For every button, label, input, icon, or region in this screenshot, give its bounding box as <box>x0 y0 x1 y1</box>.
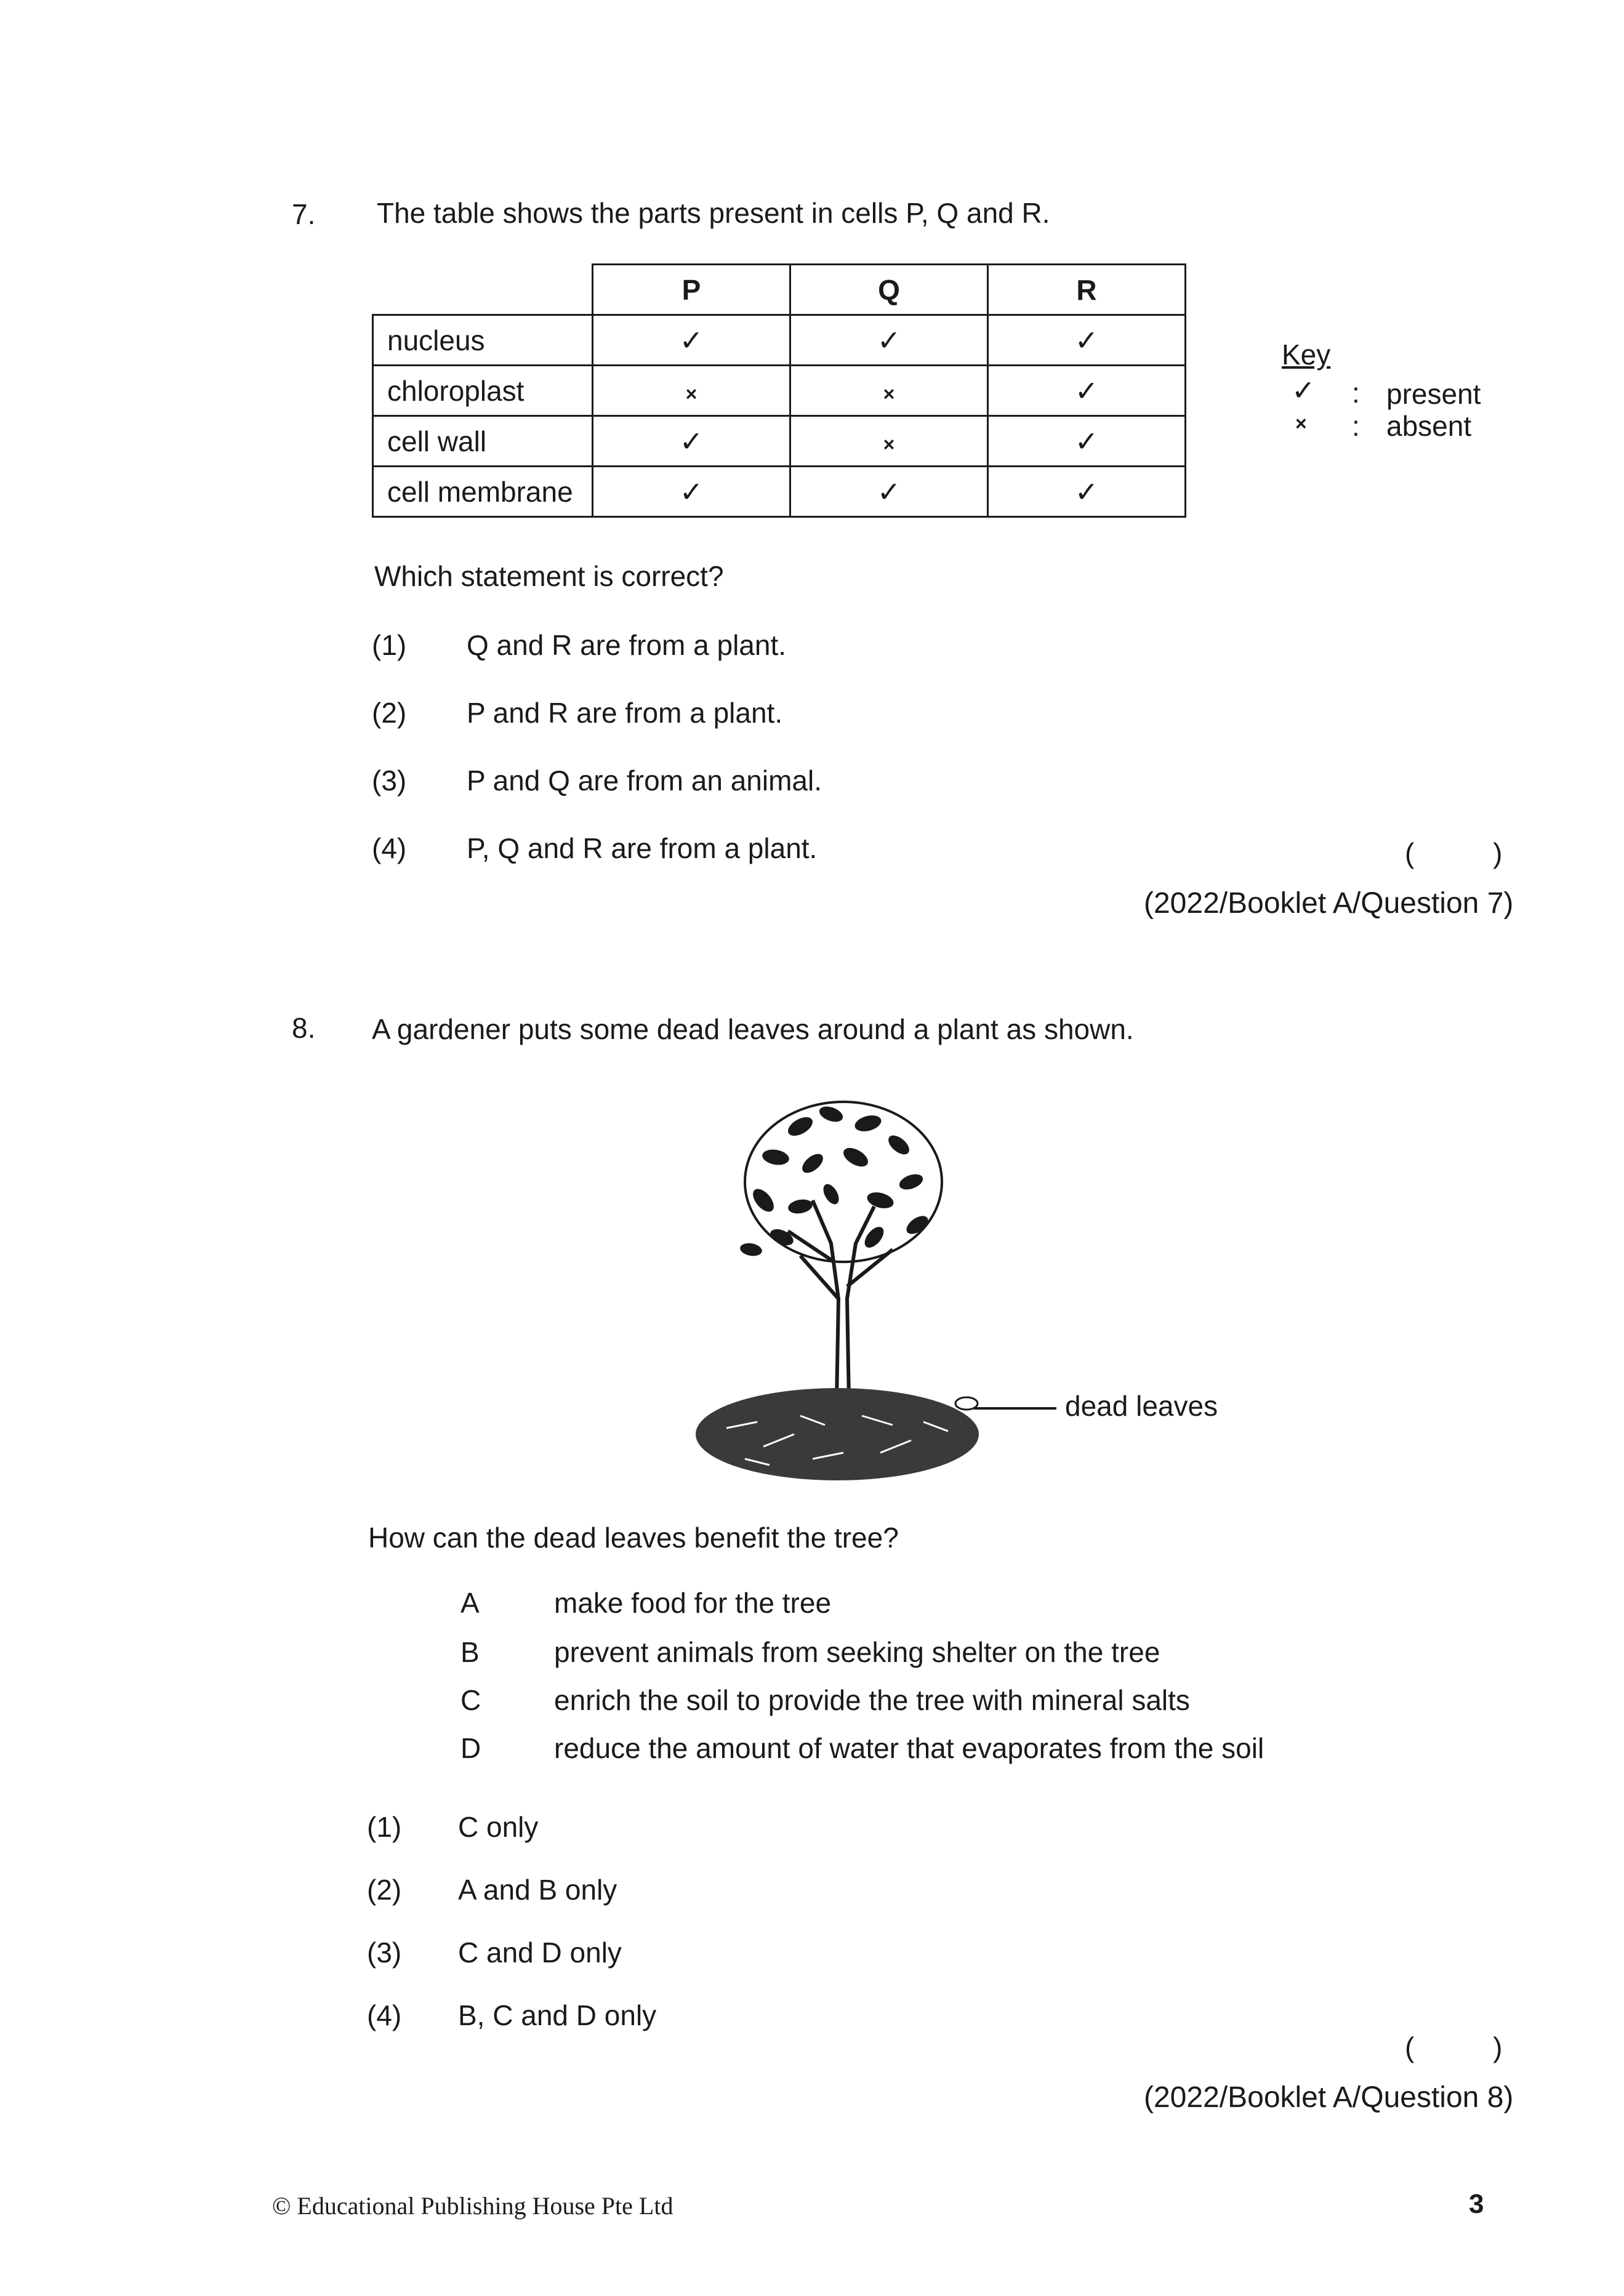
cross-icon: × <box>685 382 697 405</box>
option-text: C and D only <box>458 1937 622 1969</box>
statement-letter: D <box>460 1732 481 1764</box>
row-label: cell wall <box>373 416 593 467</box>
statement-letter: B <box>460 1636 480 1668</box>
key-check-icon: ✓ <box>1292 374 1316 406</box>
check-icon: ✓ <box>679 425 704 457</box>
answer-bracket[interactable]: ( ) <box>1405 2031 1503 2063</box>
row-label: chloroplast <box>373 366 593 416</box>
table-row <box>373 366 1186 416</box>
check-icon: ✓ <box>1074 324 1099 356</box>
table-corner <box>373 265 593 315</box>
tree-with-dead-leaves-figure <box>677 1090 1010 1508</box>
question-7-prompt: Which statement is correct? <box>374 560 724 592</box>
page-number: 3 <box>1469 2189 1484 2219</box>
dead-leaves-label: dead leaves <box>1065 1390 1218 1422</box>
cross-icon: × <box>883 382 895 405</box>
row-label: nucleus <box>373 315 593 366</box>
table-header-row <box>373 265 1186 315</box>
row-label: cell membrane <box>373 467 593 517</box>
key-separator: : <box>1352 410 1360 442</box>
check-icon: ✓ <box>679 475 704 508</box>
question-7-number: 7. <box>292 198 316 230</box>
column-header: R <box>988 265 1186 315</box>
question-8-prompt: How can the dead leaves benefit the tree? <box>368 1522 899 1554</box>
option-number: (1) <box>372 629 407 661</box>
check-icon: ✓ <box>1074 374 1099 407</box>
option-number: (1) <box>367 1811 402 1843</box>
key-title: Key <box>1282 339 1331 371</box>
option-text: P and R are from a plant. <box>467 697 783 729</box>
question-8-source: (2022/Booklet A/Question 8) <box>1144 2081 1514 2114</box>
option-number: (2) <box>372 697 407 729</box>
column-header: Q <box>790 265 988 315</box>
answer-bracket[interactable]: ( ) <box>1405 837 1503 869</box>
table-row <box>373 416 1186 467</box>
cells-table <box>372 263 1186 518</box>
option-number: (3) <box>372 765 407 797</box>
check-icon: ✓ <box>877 324 901 356</box>
option-text: Q and R are from a plant. <box>467 629 787 661</box>
check-icon: ✓ <box>1074 475 1099 508</box>
copyright-footer: © Educational Publishing House Pte Ltd <box>272 2192 673 2220</box>
key-present-label: present <box>1386 378 1481 410</box>
option-number: (3) <box>367 1937 402 1969</box>
question-8-number: 8. <box>292 1012 316 1044</box>
column-header: P <box>593 265 790 315</box>
option-number: (2) <box>367 1874 402 1906</box>
statement-text: reduce the amount of water that evaporates from the soil <box>554 1732 1264 1764</box>
table-row <box>373 315 1186 366</box>
check-icon: ✓ <box>679 324 704 356</box>
question-8-stem: A gardener puts some dead leaves around a plant as shown. <box>372 1013 1134 1045</box>
key-separator: : <box>1352 377 1360 409</box>
check-icon: ✓ <box>877 475 901 508</box>
question-7-source: (2022/Booklet A/Question 7) <box>1144 887 1514 920</box>
question-7-stem: The table shows the parts present in cells P, Q and R. <box>377 197 1050 229</box>
option-text: P, Q and R are from a plant. <box>467 832 818 864</box>
option-number: (4) <box>372 832 407 864</box>
statement-letter: C <box>460 1684 481 1716</box>
dead-leaves-pointer-line <box>974 1407 1056 1410</box>
key-absent-label: absent <box>1386 410 1472 442</box>
option-text: C only <box>458 1811 539 1843</box>
statement-text: enrich the soil to provide the tree with mineral salts <box>554 1684 1190 1716</box>
key-cross-icon: × <box>1295 412 1307 435</box>
check-icon: ✓ <box>1074 425 1099 457</box>
option-number: (4) <box>367 1999 402 2031</box>
option-text: P and Q are from an animal. <box>467 765 822 797</box>
table-row <box>373 467 1186 517</box>
cross-icon: × <box>883 433 895 456</box>
option-text: B, C and D only <box>458 1999 657 2031</box>
statement-text: prevent animals from seeking shelter on the tree <box>554 1636 1160 1668</box>
statement-text: make food for the tree <box>554 1587 832 1619</box>
option-text: A and B only <box>458 1874 617 1906</box>
statement-letter: A <box>460 1587 480 1619</box>
